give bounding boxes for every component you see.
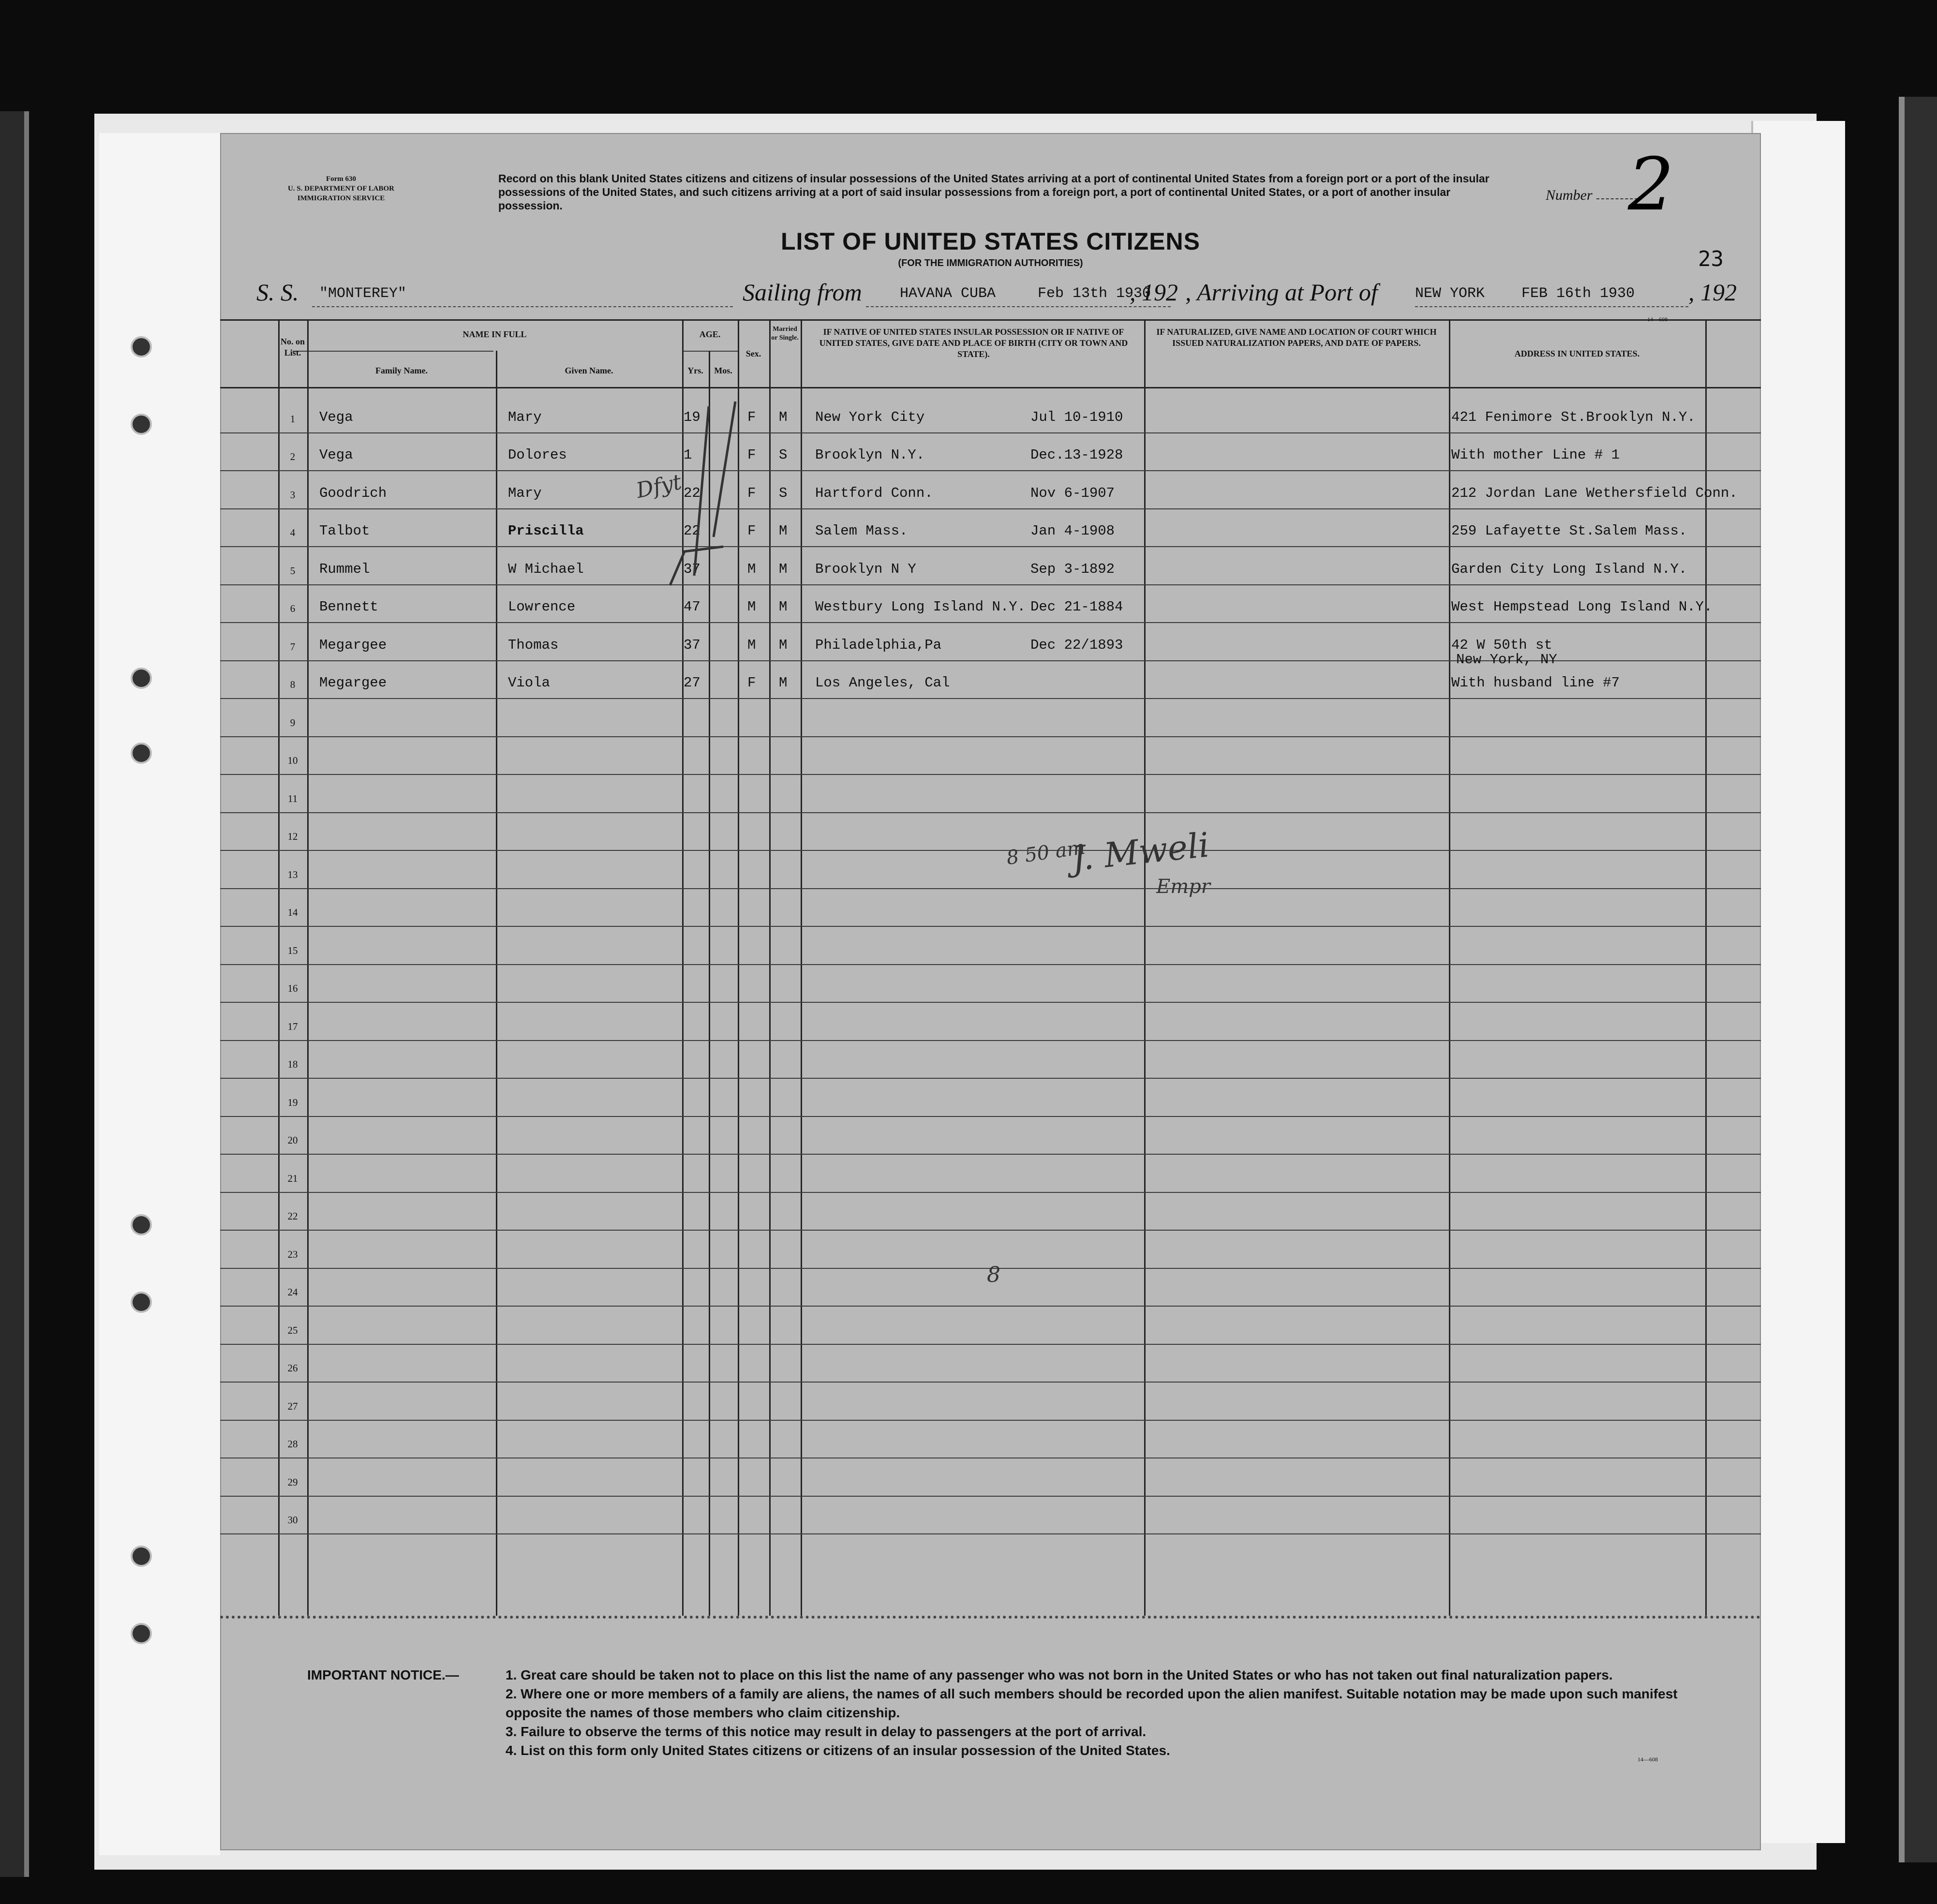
header-bottom-border (220, 387, 1761, 388)
row-number: 2 (290, 451, 296, 462)
cell-address: 42 W 50th st (1451, 637, 1552, 653)
col-divider (1144, 319, 1146, 1616)
inspector-signature: J. Mweli (1070, 825, 1211, 879)
row-divider (220, 1306, 1761, 1307)
row-divider (220, 432, 1761, 433)
cell-sex: M (747, 637, 756, 653)
row-divider (220, 1078, 1761, 1079)
handwritten-count: 8 (987, 1263, 1000, 1287)
name-subheader-line (293, 351, 493, 352)
row-number: 17 (287, 1020, 298, 1032)
cell-sex: F (747, 409, 756, 425)
row-divider (220, 736, 1761, 737)
header-age: AGE. (699, 329, 721, 339)
row-number: 14 (287, 907, 298, 918)
row-divider (220, 622, 1761, 623)
page-number: 23 (1698, 247, 1724, 271)
cell-birth-date: Dec 22/1893 (1030, 637, 1123, 653)
cell-address: Garden City Long Island N.Y. (1451, 561, 1687, 577)
row-divider (220, 812, 1761, 813)
header-name-in-full: NAME IN FULL (462, 329, 527, 339)
row-number: 26 (287, 1362, 298, 1374)
row-number: 20 (287, 1134, 298, 1146)
row-number: 21 (287, 1172, 298, 1184)
cell-birthplace: New York City (815, 409, 925, 425)
cell-birth-date: Dec 21-1884 (1030, 599, 1123, 615)
year-suffix-2: , 192 (1688, 279, 1737, 306)
row-number: 28 (287, 1438, 298, 1450)
cell-sex: F (747, 675, 756, 691)
table-bottom-border (220, 1616, 1761, 1619)
page-title: LIST OF UNITED STATES CITIZENS (780, 228, 1201, 255)
row-divider (220, 1192, 1761, 1193)
service-name: IMMIGRATION SERVICE (297, 194, 385, 202)
row-divider (220, 774, 1761, 775)
cell-given-name: Dolores (508, 447, 567, 463)
left-margin-strip (99, 133, 220, 1855)
cell-address: 259 Lafayette St.Salem Mass. (1451, 523, 1687, 539)
binder-right-edge (1899, 97, 1937, 1862)
cell-marital-status: M (779, 637, 788, 653)
cell-marital-status: M (779, 599, 788, 615)
manifest-sheet (220, 133, 1761, 1850)
corner-form-code: 14—608 (1647, 316, 1668, 323)
sailing-port: HAVANA CUBA (900, 285, 996, 302)
row-divider (220, 926, 1761, 927)
header-birthplace: IF NATIVE OF UNITED STATES INSULAR POSSESSION OR IF NATIVE OF UNITED STATES, GIVE DATE AND PLACE OF BIRTH (CITY OR TOWN AND STATE). (819, 327, 1128, 359)
arriving-label: , Arriving at Port of (1185, 279, 1378, 306)
col-divider (801, 319, 802, 1616)
row-number: 30 (287, 1514, 298, 1526)
header-given-name: Given Name. (565, 366, 613, 375)
cell-age-years: 19 (684, 409, 700, 425)
table-top-border (220, 319, 1761, 321)
cell-birthplace: Hartford Conn. (815, 485, 933, 501)
punch-hole (131, 1623, 152, 1644)
cell-given-name: Mary (508, 485, 542, 501)
col-divider (1449, 319, 1450, 1616)
cell-address-line2: New York, NY (1456, 651, 1557, 668)
row-number: 7 (290, 640, 296, 653)
cell-family-name: Megargee (319, 637, 387, 653)
cell-family-name: Vega (319, 447, 353, 463)
ship-name: "MONTEREY" (319, 285, 407, 302)
cell-given-name: Thomas (508, 637, 559, 653)
header-address: ADDRESS IN UNITED STATES. (1514, 349, 1640, 358)
cell-family-name: Goodrich (319, 485, 387, 501)
row-number: 3 (290, 489, 296, 501)
cell-given-name: Priscilla (508, 523, 584, 539)
cell-sex: F (747, 447, 756, 463)
row-number: 23 (287, 1248, 298, 1260)
row-number: 27 (287, 1400, 298, 1412)
punch-hole (131, 668, 152, 689)
sailing-label: Sailing from (743, 279, 862, 306)
row-divider (220, 1420, 1761, 1421)
cell-birth-date: Jan 4-1908 (1030, 523, 1115, 539)
cell-birth-date: Nov 6-1907 (1030, 485, 1115, 501)
cell-age-years: 1 (684, 447, 692, 463)
header-mos: Mos. (714, 366, 732, 375)
binder-left-edge (0, 111, 29, 1877)
row-number: 16 (287, 982, 298, 994)
row-number: 15 (287, 944, 298, 956)
cell-marital-status: M (779, 675, 788, 691)
cell-family-name: Talbot (319, 523, 370, 539)
row-divider (220, 964, 1761, 965)
form-number: Form 630 (326, 175, 357, 183)
footer-form-code: 14—608 (1638, 1756, 1658, 1763)
underlying-page-right (1751, 121, 1845, 1843)
cell-birthplace: Los Angeles, Cal (815, 675, 950, 691)
cell-marital-status: M (779, 523, 788, 539)
row-number: 19 (287, 1096, 298, 1108)
cell-birthplace: Philadelphia,Pa (815, 637, 942, 653)
row-divider (220, 1116, 1761, 1117)
cell-sex: F (747, 523, 756, 539)
punch-hole (131, 1292, 152, 1313)
year-suffix-1: , 192 (1130, 279, 1178, 306)
cell-marital-status: M (779, 409, 788, 425)
cell-address: With mother Line # 1 (1451, 447, 1620, 463)
cell-marital-status: S (779, 447, 788, 463)
row-number: 25 (287, 1324, 298, 1336)
row-number: 5 (290, 565, 296, 577)
punch-hole (131, 1214, 152, 1235)
row-number: 4 (290, 527, 296, 538)
department-name: U. S. DEPARTMENT OF LABOR (287, 185, 395, 193)
col-divider (1705, 319, 1707, 1616)
cell-family-name: Vega (319, 409, 353, 425)
header-married-single: Married or Single. (771, 326, 799, 342)
cell-sex: M (747, 599, 756, 615)
row-number: 13 (287, 868, 298, 880)
row-divider (220, 1154, 1761, 1155)
passenger-table (220, 319, 1761, 1616)
cell-birthplace: Salem Mass. (815, 523, 908, 539)
notice-items (506, 1666, 1715, 1760)
cell-age-years: 22 (684, 523, 700, 539)
inspector-title: Empr (1156, 876, 1210, 898)
col-divider (307, 319, 309, 1616)
header-yrs: Yrs. (687, 366, 703, 375)
col-divider (278, 319, 280, 1616)
cell-birth-date: Dec.13-1928 (1030, 447, 1123, 463)
row-number: 9 (290, 716, 296, 729)
punch-hole (131, 414, 152, 435)
cell-age-years: 37 (684, 561, 700, 577)
cell-sex: F (747, 485, 756, 501)
row-divider (220, 698, 1761, 699)
header-no-on-list: No. on List. (280, 337, 305, 357)
row-number: 24 (287, 1286, 298, 1298)
row-number: 29 (287, 1476, 298, 1488)
row-number: 10 (287, 755, 298, 766)
cell-family-name: Rummel (319, 561, 370, 577)
cell-given-name: Lowrence (508, 599, 576, 615)
cell-family-name: Bennett (319, 599, 378, 615)
cell-address: 421 Fenimore St.Brooklyn N.Y. (1451, 409, 1696, 425)
row-divider (220, 1002, 1761, 1003)
row-divider (220, 1344, 1761, 1345)
row-divider (220, 584, 1761, 585)
cell-marital-status: M (779, 561, 788, 577)
header-sex: Sex. (745, 349, 761, 358)
cell-marital-status: S (779, 485, 788, 501)
notice-item: 2. Where one or more members of a family are aliens, the names of all such members should be recorded upon the alien manifest. Suitable notation may be made upon such manifest opposite the names of those members who claim citizenship. (506, 1686, 1678, 1720)
cell-birthplace: Westbury Long Island N.Y. (815, 599, 1026, 615)
ss-label: S. S. (256, 279, 299, 306)
cell-address: With husband line #7 (1451, 675, 1620, 691)
row-number: 1 (290, 413, 296, 425)
row-number: 18 (287, 1058, 298, 1070)
row-number: 11 (287, 792, 298, 804)
row-divider (220, 1533, 1761, 1534)
row-divider (220, 470, 1761, 471)
cell-address: 212 Jordan Lane Wethersfield Conn. (1451, 485, 1738, 501)
cell-address: West Hempstead Long Island N.Y. (1451, 599, 1713, 615)
row-divider (220, 1230, 1761, 1231)
row-number: 22 (287, 1210, 298, 1222)
punch-hole (131, 1546, 152, 1567)
cell-birthplace: Brooklyn N.Y. (815, 447, 925, 463)
row-number: 12 (287, 831, 298, 842)
cell-given-name: Viola (508, 675, 551, 691)
sailing-underline (866, 306, 1171, 307)
handwritten-check-marks (651, 392, 762, 600)
row-divider (220, 1040, 1761, 1041)
handwritten-mark: Dfyt (634, 469, 684, 504)
number-caption: Number (1546, 187, 1593, 203)
cell-given-name: W Michael (508, 561, 584, 577)
row-divider (220, 1382, 1761, 1383)
cell-age-years: 37 (684, 637, 700, 653)
record-instructions: Record on this blank United States citizens and citizens of insular possessions of the United States arriving at a port of continental United States from a foreign port or a port of the insular possessions of the United States, and such citizens arriving at a port of said insular possessions from a foreign port, a port of continental United States, or a port of another insular possession. (498, 172, 1490, 212)
cell-family-name: Megargee (319, 675, 387, 691)
row-divider (220, 1496, 1761, 1497)
handwritten-time: 8 50 am (1005, 836, 1087, 870)
arriving-date: FEB 16th 1930 (1521, 285, 1635, 302)
cell-birth-date: Jul 10-1910 (1030, 409, 1123, 425)
header-family-name: Family Name. (375, 366, 428, 375)
header-naturalized: IF NATURALIZED, GIVE NAME AND LOCATION OF COURT WHICH ISSUED NATURALIZATION PAPERS, AND DATE OF PAPERS. (1156, 327, 1437, 348)
sailing-date: Feb 13th 1930 (1038, 285, 1151, 302)
punch-hole (131, 743, 152, 764)
row-divider (220, 888, 1761, 889)
cell-birth-date: Sep 3-1892 (1030, 561, 1115, 577)
notice-item: 3. Failure to observe the terms of this notice may result in delay to passengers at the port of arrival. (506, 1724, 1147, 1739)
page-subtitle: (FOR THE IMMIGRATION AUTHORITIES) (898, 258, 1083, 268)
row-divider (220, 508, 1761, 509)
cell-sex: M (747, 561, 756, 577)
cell-age-years: 47 (684, 599, 700, 615)
col-divider (496, 351, 497, 1616)
cell-age-years: 22 (684, 485, 700, 501)
form-department-block (268, 174, 414, 203)
list-number: 2 (1628, 143, 1674, 227)
col-divider (769, 319, 771, 1616)
punch-hole (131, 336, 152, 357)
row-number: 8 (290, 679, 296, 690)
cell-given-name: Mary (508, 409, 542, 425)
notice-item: 1. Great care should be taken not to place on this list the name of any passenger who was not born in the United States or who has not taken out final naturalization papers. (506, 1667, 1613, 1682)
cell-age-years: 27 (684, 675, 700, 691)
row-number: 6 (290, 603, 296, 614)
arriving-port: NEW YORK (1415, 285, 1485, 302)
notice-heading: IMPORTANT NOTICE.— (307, 1667, 459, 1682)
notice-item: 4. List on this form only United States citizens or citizens of an insular possession of the United States. (506, 1743, 1170, 1758)
row-divider (220, 546, 1761, 547)
ship-underline (312, 306, 733, 307)
row-divider (220, 850, 1761, 851)
cell-birthplace: Brooklyn N Y (815, 561, 916, 577)
arriving-underline (1415, 306, 1688, 307)
